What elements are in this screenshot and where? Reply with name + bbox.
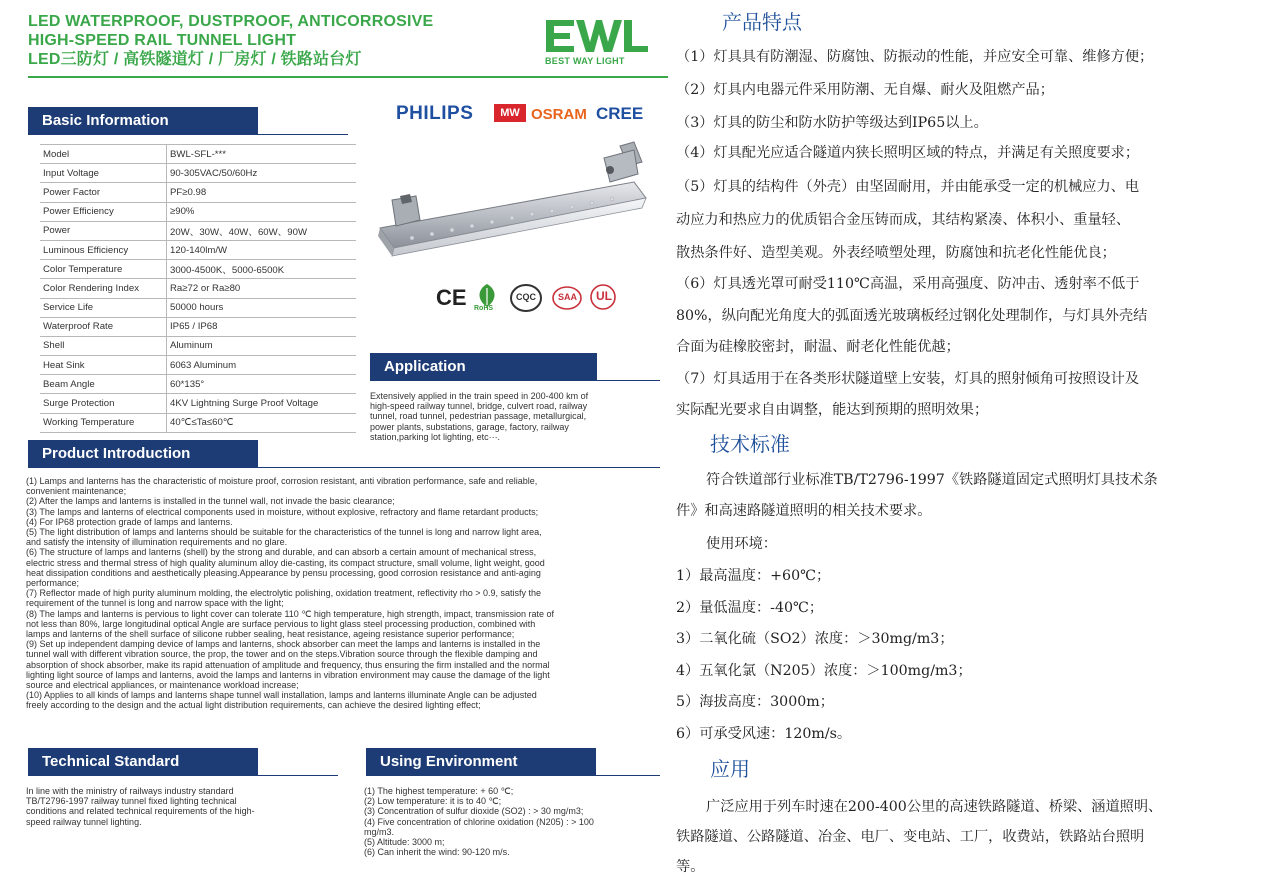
cn-feature-line: 动应力和热应力的优质铝合金压铸而成，其结构紧凑、体积小、重量轻、 bbox=[676, 212, 1131, 228]
intro-line: freely according to the design and the actual light distribution requirements, can achieve the desired lighting effect; bbox=[26, 700, 481, 711]
spec-value: Aluminum bbox=[167, 336, 357, 355]
cn-app-line-1: 广泛应用于列车时速在200-400公里的高速铁路隧道、桥梁、涵道照明、 bbox=[706, 799, 1163, 815]
ce-mark-icon: CE bbox=[436, 285, 467, 310]
spec-row bbox=[40, 260, 356, 279]
osram-logo: OSRAM bbox=[531, 106, 587, 123]
spec-row bbox=[40, 394, 356, 413]
tunnel-light-image bbox=[372, 140, 662, 270]
spec-row bbox=[40, 164, 356, 183]
spec-key: Waterproof Rate bbox=[40, 317, 167, 336]
spec-key: Input Voltage bbox=[40, 164, 167, 183]
cn-standard-line-1: 符合铁道部行业标准TB/T2796-1997《铁路隧道固定式照明灯具技术条 bbox=[706, 472, 1158, 488]
intro-line: convenient maintenance; bbox=[26, 486, 127, 497]
spec-value: 4KV Lightning Surge Proof Voltage bbox=[167, 394, 357, 413]
spec-value: BWL-SFL-*** bbox=[167, 145, 357, 164]
spec-row bbox=[40, 413, 356, 432]
cn-env-item: 3）二氧化硫（SO2）浓度：＞30mg/m3； bbox=[676, 631, 954, 647]
spec-key: Color Temperature bbox=[40, 260, 167, 279]
cn-feature-line: （3）灯具的防尘和防水防护等级达到IP65以上。 bbox=[676, 115, 988, 131]
cn-feature-line: （2）灯具内电器元件采用防潮、无自爆、耐火及阻燃产品； bbox=[676, 82, 1054, 98]
cn-env-label: 使用环境： bbox=[706, 536, 777, 552]
intro-line: (8) The lamps and lanterns is pervious to light cover can tolerate 110 ℃ high temperature, high strength, impact, transmission rate of bbox=[26, 608, 555, 619]
application-underline bbox=[370, 380, 660, 381]
spec-key: Power Efficiency bbox=[40, 202, 167, 221]
product-intro-heading: Product Introduction bbox=[28, 440, 258, 468]
intro-line: (9) Set up independent damping device of lamps and lanterns, shock absorber can meet the lamps and lanterns is installed in the bbox=[26, 639, 541, 650]
spec-row bbox=[40, 356, 356, 375]
intro-line: (2) After the lamps and lanterns is installed in the tunnel wall, not invade the basic clearance; bbox=[26, 496, 395, 507]
intro-line: source and electrical appliances, or maintenance workload increase; bbox=[26, 680, 299, 691]
basic-info-underline bbox=[28, 134, 348, 135]
using-environment-heading: Using Environment bbox=[366, 748, 596, 776]
intro-line: requirement of the tunnel is long and narrow space with the light; bbox=[26, 598, 284, 609]
spec-row bbox=[40, 279, 356, 298]
cn-env-item: 5）海拔高度：3000m； bbox=[676, 694, 834, 710]
title-line-1: LED WATERPROOF, DUSTPROOF, ANTICORROSIVE bbox=[28, 13, 434, 30]
technical-standard-underline bbox=[28, 775, 338, 776]
intro-line: performance; bbox=[26, 578, 80, 589]
spec-key: Luminous Efficiency bbox=[40, 240, 167, 259]
spec-key: Beam Angle bbox=[40, 375, 167, 394]
cn-env-item: 2）量低温度：-40℃； bbox=[676, 599, 824, 616]
technical-standard-heading: Technical Standard bbox=[28, 748, 258, 776]
cn-app-line-2: 铁路隧道、公路隧道、冶金、电厂、变电站、工厂，收费站，铁路站台照明 bbox=[676, 829, 1145, 845]
philips-logo: PHILIPS bbox=[396, 103, 474, 124]
cn-feature-line: （5）灯具的结构件（外壳）由坚固耐用，并由能承受一定的机械应力、电 bbox=[676, 179, 1140, 195]
application-heading: Application bbox=[370, 353, 597, 381]
cn-feature-line: 实际配光要求自由调整，能达到预期的照明效果； bbox=[676, 402, 989, 418]
spec-row bbox=[40, 221, 356, 240]
cree-logo: CREE bbox=[596, 104, 644, 123]
product-intro-underline bbox=[28, 467, 660, 468]
spec-value: Ra≥72 or Ra≥80 bbox=[167, 279, 357, 298]
spec-value: 40℃≤Ta≤60℃ bbox=[167, 413, 357, 432]
spec-key: Power Factor bbox=[40, 183, 167, 202]
cn-app-heading: 应用 bbox=[710, 757, 750, 781]
spec-value: 20W、30W、40W、60W、90W bbox=[167, 221, 357, 240]
spec-key: Surge Protection bbox=[40, 394, 167, 413]
cn-feature-line: （6）灯具透光罩可耐受110℃高温，采用高强度、防冲击、透射率不低于 bbox=[676, 276, 1140, 292]
spec-value: 90-305VAC/50/60Hz bbox=[167, 164, 357, 183]
intro-line: (1) Lamps and lanterns has the characteristic of moisture proof, corrosion resistant, anti vibration performance, safe and reliable, bbox=[26, 476, 538, 486]
meanwell-logo: MW bbox=[494, 104, 526, 122]
header-divider bbox=[28, 76, 668, 78]
application-text: Extensively applied in the train speed in 200-400 km of high-speed railway tunnel, bridge, culvert road, railway tunnel, road tunnel, pedestrian passage, metallurgical, power plants, substations, garage, factory, railway station,parking lot lighting, etc···. bbox=[370, 391, 589, 442]
spec-value: 50000 hours bbox=[167, 298, 357, 317]
spec-value: ≥90% bbox=[167, 202, 357, 221]
cn-standard-line-2: 件》和高速路隧道照明的相关技术要求。 bbox=[676, 503, 932, 519]
title-line-3: LED三防灯 / 高铁隧道灯 / 厂房灯 / 铁路站台灯 bbox=[28, 51, 362, 68]
intro-line: (4) For IP68 protection grade of lamps and lanterns. bbox=[26, 516, 233, 527]
title-line-2: HIGH-SPEED RAIL TUNNEL LIGHT bbox=[28, 32, 297, 49]
product-intro-text bbox=[26, 476, 666, 711]
cn-env-item: 6）可承受风速：120m/s。 bbox=[676, 725, 852, 742]
basic-info-heading: Basic Information bbox=[28, 107, 258, 135]
intro-line: lamps and lanterns of the shell surface of silicone rubber sealing, heat resistance, ageing resistance superior performance; bbox=[26, 629, 515, 640]
spec-value: PF≥0.98 bbox=[167, 183, 357, 202]
cn-feature-line: 80%，纵向配光角度大的弧面透光玻璃板经过钢化处理制作，与灯具外壳结 bbox=[676, 308, 1148, 324]
cn-env-item: 1）最高温度：+60℃； bbox=[676, 568, 831, 584]
spec-value: 60*135° bbox=[167, 375, 357, 394]
ul-icon: UL bbox=[590, 284, 616, 310]
intro-line: tunnel wall with different vibration source, the prop, the tower and on the steps.Vibration source through the flexible damping and bbox=[26, 649, 538, 660]
spec-key: Model bbox=[40, 145, 167, 164]
rohs-icon: RoHS bbox=[474, 283, 500, 311]
using-environment-text: (1) The highest temperature: + 60 ℃; (2) Low temperature: it is to 40 ℃; (3) Concentration of sulfur dioxide (SO2) : > 30 mg/m3; (4) Five concentration of chlorine oxidation (N205) : > 100 mg/m3. (5) Altitude: 3000 m; (6) Can inherit the wind: 90-120 m/s. bbox=[364, 786, 594, 858]
cn-standard-heading: 技术标准 bbox=[710, 432, 790, 456]
spec-row bbox=[40, 298, 356, 317]
spec-row bbox=[40, 375, 356, 394]
cn-env-item: 4）五氧化氯（N205）浓度：＞100mg/m3； bbox=[676, 662, 972, 679]
intro-line: heat dissipation conditions and aesthetically pleasing.Appearance by pensu processing, good corrosion resistance and anti-aging bbox=[26, 567, 541, 578]
spec-value: 6063 Aluminum bbox=[167, 356, 357, 375]
intro-line: (10) Applies to all kinds of lamps and lanterns shape tunnel wall installation, lamps and lanterns illuminate Angle can be adjusted bbox=[26, 690, 537, 701]
intro-line: not less than 80%, large longitudinal optical Angle are surface pervious to light glass steel processing production, combined with bbox=[26, 618, 536, 629]
spec-row bbox=[40, 317, 356, 336]
intro-line: (6) The structure of lamps and lanterns (shell) by the strong and durable, and can absorb a certain amount of mechanical stress, bbox=[26, 547, 537, 558]
intro-line: lighting light source of lamps and lanterns, avoid the lamps and lanterns in vibration environment may cause the damage of the light bbox=[26, 669, 550, 680]
cn-feature-line: （7）灯具适用于在各类形状隧道壁上安装，灯具的照射倾角可按照设计及 bbox=[676, 371, 1140, 387]
cn-features-heading: 产品特点 bbox=[722, 10, 802, 34]
spec-value: IP65 / IP68 bbox=[167, 317, 357, 336]
ccc-icon: CQC bbox=[510, 283, 542, 313]
cn-feature-line: （1）灯具具有防潮湿、防腐蚀、防振动的性能，并应安全可靠、维修方便； bbox=[676, 49, 1154, 65]
spec-key: Heat Sink bbox=[40, 356, 167, 375]
spec-row bbox=[40, 240, 356, 259]
cn-feature-line: 散热条件好、造型美观。外表经喷塑处理，防腐蚀和抗老化性能优良； bbox=[676, 245, 1116, 261]
basic-info-table bbox=[40, 144, 356, 433]
spec-row bbox=[40, 336, 356, 355]
document-header bbox=[28, 12, 528, 69]
spec-value: 120-140lm/W bbox=[167, 240, 357, 259]
cn-app-line-3: 等。 bbox=[676, 859, 705, 875]
spec-key: Working Temperature bbox=[40, 413, 167, 432]
intro-line: (3) The lamps and lanterns of electrical components used in moisture, without explosive, refractory and flame retardant products; bbox=[26, 506, 539, 517]
saa-icon: SAA bbox=[552, 285, 582, 311]
spec-row bbox=[40, 183, 356, 202]
spec-key: Service Life bbox=[40, 298, 167, 317]
spec-row bbox=[40, 145, 356, 164]
logo-tagline: BEST WAY LIGHT bbox=[545, 56, 625, 66]
cn-feature-line: （4）灯具配光应适合隧道内狭长照明区域的特点，并满足有关照度要求； bbox=[676, 145, 1140, 161]
cn-feature-line: 合面为硅橡胶密封，耐温、耐老化性能优越； bbox=[676, 339, 960, 355]
using-environment-underline bbox=[366, 775, 660, 776]
intro-line: absorption of shock absorber, make its rapid attenuation of amplitude and frequency, thus ensuring the firm installed and the normal bbox=[26, 659, 550, 670]
intro-line: electric stress and thermal stress of high quality aluminum alloy die-casting, its compact structure, small volume, light weight, good bbox=[26, 557, 545, 568]
intro-line: and satisfy the intensity of illumination requirements and no glare. bbox=[26, 537, 288, 548]
spec-key: Shell bbox=[40, 336, 167, 355]
spec-key: Color Rendering Index bbox=[40, 279, 167, 298]
intro-line: (5) The light distribution of lamps and lanterns should be suitable for the characteristics of the tunnel is long and narrow light area, bbox=[26, 527, 542, 538]
intro-line: (7) Reflector made of high purity aluminum molding, the electrolytic polishing, oxidation treatment, reflectivity rho > 0.9, satisfy the bbox=[26, 588, 541, 599]
spec-row bbox=[40, 202, 356, 221]
spec-key: Power bbox=[40, 221, 167, 240]
spec-value: 3000-4500K、5000-6500K bbox=[167, 260, 357, 279]
technical-standard-text: In line with the ministry of railways industry standard TB/T2796-1997 railway tunnel fixed lighting technical conditions and related technical requirements of the high- speed railway tunnel lighting. bbox=[26, 786, 255, 827]
